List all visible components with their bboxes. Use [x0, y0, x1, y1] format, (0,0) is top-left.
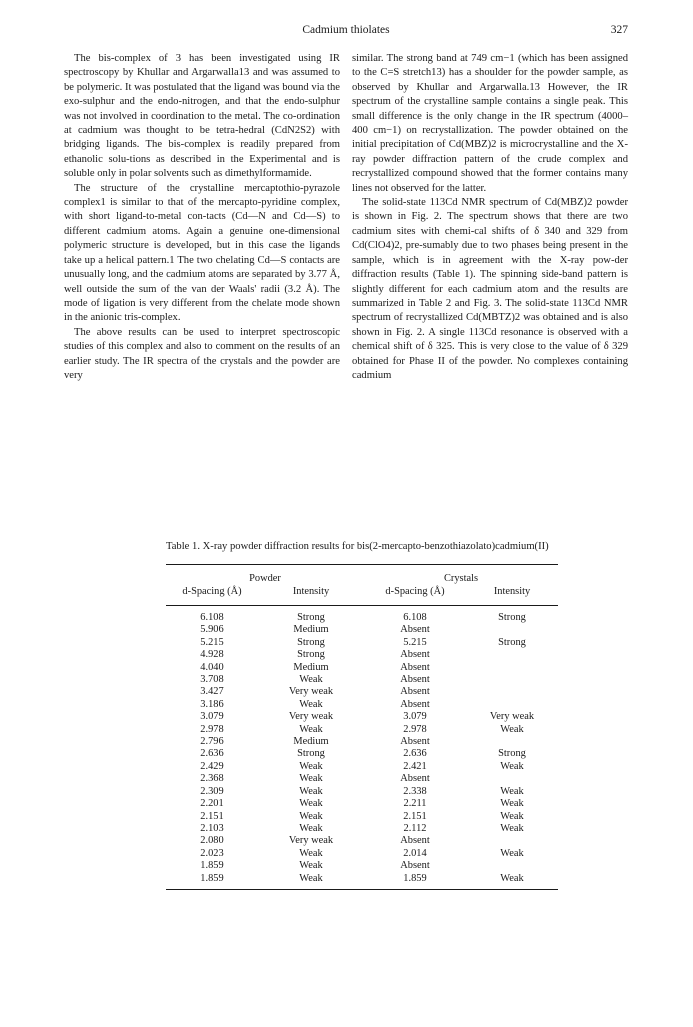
table-cell: Weak: [500, 798, 524, 810]
left-column: [64, 52, 340, 502]
table-row: [166, 786, 558, 798]
table-cell: 1.859: [364, 873, 466, 890]
table-cell: Absent: [400, 686, 430, 698]
table-row: [166, 711, 558, 723]
table-cell: Weak: [500, 723, 524, 735]
table-row: [166, 699, 558, 711]
table-cell: Strong: [297, 748, 325, 760]
table-cell: Weak: [299, 723, 323, 735]
table-cell: Absent: [400, 661, 430, 673]
table-cell: 5.906: [200, 624, 224, 636]
table-cell: 2.368: [200, 773, 224, 785]
table-cell: Weak: [299, 674, 323, 686]
column-header: Intensity: [258, 585, 364, 606]
table-cell: Strong: [297, 612, 325, 623]
table-row: [166, 848, 558, 860]
table-cell: [466, 699, 558, 711]
table-cell: 2.338: [403, 785, 427, 797]
table-row: [166, 835, 558, 847]
table-cell: Very weak: [489, 711, 535, 723]
table-cell: Strong: [297, 636, 325, 648]
table-cell: 3.186: [200, 698, 224, 710]
running-head: [64, 24, 628, 44]
table-caption: [166, 540, 558, 554]
table-row: [166, 662, 558, 674]
running-title: Cadmium thiolates: [302, 24, 390, 36]
table-cell: [466, 662, 558, 674]
table-cell: 6.108: [200, 612, 224, 623]
paragraph: The solid-state 113Cd NMR spectrum of Cd(MBZ)2 powder is shown in Fig. 2. The spectrum shows that there are two cadmium sites with chemi-cal shifts of δ 340 and 329 from Cd(ClO4)2, pre-sumably due to two phases being present in the sample, which is in agreement with the X-ray pow-der diffraction results (Table 1). The spinning side-band pattern is slightly different for each cadmium atom and the results are summarized in Table 2 and Fig. 3. The solid-state 113Cd NMR spectrum of recrystallized Cd(MBTZ)2 was obtained and is also shown in Fig. 2. A single 113Cd resonance is observed with a chemical shift of δ 325. This is very close to the value of δ 329 obtained for Phase II of the powder. No complexes containing cadmium: [352, 197, 628, 381]
table-cell: 6.108: [403, 612, 427, 623]
table-row: [166, 761, 558, 773]
table-cell: Medium: [293, 624, 329, 636]
table-row: [166, 674, 558, 686]
table-caption-text: X-ray powder diffraction results for bis(2-mercapto-benzothiazolato)cadmium(II): [202, 541, 549, 552]
table-cell: 2.151: [200, 810, 224, 822]
table-cell: 2.796: [200, 736, 224, 748]
table-cell: [466, 835, 558, 847]
table-cell: [466, 736, 558, 748]
table-cell: 2.978: [403, 723, 427, 735]
table-cell: [466, 686, 558, 698]
table-cell: Strong: [498, 636, 526, 648]
table-row: [166, 724, 558, 736]
table-cell: 2.103: [200, 822, 224, 834]
table-cell: 3.079: [200, 711, 224, 723]
table-1: [166, 540, 558, 890]
table-cell: Weak: [299, 822, 323, 834]
table-cell: Weak: [500, 760, 524, 772]
table-cell: 1.859: [200, 860, 224, 872]
column-header: d-Spacing (Å): [166, 585, 258, 606]
table-cell: 2.978: [200, 723, 224, 735]
table-cell: Weak: [299, 785, 323, 797]
table-cell: Weak: [299, 773, 323, 785]
table-cell: 2.201: [200, 798, 224, 810]
table-cell: Strong: [297, 649, 325, 661]
table-cell: Absent: [400, 736, 430, 748]
table-body: [166, 606, 558, 890]
table-cell: Very weak: [288, 686, 334, 698]
table-cell: 2.309: [200, 785, 224, 797]
table-cell: 2.014: [403, 847, 427, 859]
table-row: [166, 811, 558, 823]
table-cell: [466, 624, 558, 636]
table-cell: 2.023: [200, 847, 224, 859]
table-cell: [466, 649, 558, 661]
table-row: [166, 773, 558, 785]
table-cell: Weak: [466, 873, 558, 890]
table-row: [166, 736, 558, 748]
table-cell: Absent: [400, 860, 430, 872]
paragraph: The structure of the crystalline mercaptothio-pyrazole complex1 is similar to that of the mercapto-pyridine complex, with short ligand-to-metal con-tacts (Cd—N and Cd—S) to different cadmium atoms. Again a genuine one-dimensional polymeric structure is developed, but in this case the ligands take up a helical pattern.1 The two chelating Cd—S contacts are unusually long, and the cadmium atoms are separated by 3.77 Å, well outside the sum of the van der Waals' radii (3.2 Å). The mode of ligation is very different from the chelate mode shown in the anionic tris-complex.: [64, 182, 340, 324]
table-cell: 4.040: [200, 661, 224, 673]
table-cell: Weak: [299, 760, 323, 772]
table-cell: Weak: [258, 873, 364, 890]
table-row: [166, 748, 558, 760]
table-cell: 1.859: [166, 873, 258, 890]
table-row: [166, 637, 558, 649]
table-row: [166, 798, 558, 810]
table-cell: Weak: [299, 810, 323, 822]
table-cell: Weak: [500, 810, 524, 822]
table-cell: 3.427: [200, 686, 224, 698]
table-cell: Very weak: [288, 835, 334, 847]
table-cell: Absent: [400, 835, 430, 847]
table-cell: Weak: [500, 822, 524, 834]
table-cell: Medium: [293, 661, 329, 673]
table-cell: Weak: [500, 785, 524, 797]
table-row: [166, 624, 558, 636]
table-cell: 2.112: [403, 822, 427, 834]
table-cell: 2.429: [200, 760, 224, 772]
table-cell: Weak: [299, 798, 323, 810]
table-cell: Absent: [400, 674, 430, 686]
table-caption-label: Table 1.: [166, 541, 200, 552]
table-cell: 4.928: [200, 649, 224, 661]
table-cell: [466, 860, 558, 872]
table-cell: [466, 674, 558, 686]
table-cell: 3.079: [403, 711, 427, 723]
table-cell: Weak: [299, 847, 323, 859]
table-cell: Absent: [400, 773, 430, 785]
table-cell: Weak: [299, 698, 323, 710]
table-cell: 2.080: [200, 835, 224, 847]
table-cell: 3.708: [200, 674, 224, 686]
table-row: [166, 686, 558, 698]
table-cell: Very weak: [288, 711, 334, 723]
table-cell: 2.211: [403, 798, 427, 810]
table-cell: Absent: [400, 698, 430, 710]
table-row: [166, 606, 558, 625]
table-cell: 2.151: [403, 810, 427, 822]
table-cell: Strong: [498, 748, 526, 760]
table-cell: Weak: [500, 847, 524, 859]
table-cell: 2.636: [403, 748, 427, 760]
paragraph: similar. The strong band at 749 cm−1 (which has been assigned to the C=S stretch13) has a shoulder for the powder sample, as observed by Khullar and Argarwalla.13 However, the IR spectrum of the crystalline sample contains a single peak. This small difference is the only change in the IR spectrum (4000–400 cm−1) on recrystallization. The powder obtained on the initial precipitation of Cd(MBZ)2 is microcrystalline and the X-ray powder diffraction pattern of the crude complex and recrystallized compound showed that the former contains many lines not observed for the latter.: [352, 53, 628, 194]
group-header-crystals: Crystals: [364, 565, 558, 586]
right-column: [352, 52, 628, 502]
table-cell: Weak: [299, 860, 323, 872]
table-row: [166, 860, 558, 872]
table-cell: 2.636: [200, 748, 224, 760]
table-cell: Absent: [400, 649, 430, 661]
column-header: d-Spacing (Å): [364, 585, 466, 606]
table-cell: Medium: [293, 736, 329, 748]
table-cell: 2.421: [403, 760, 427, 772]
paragraph: The above results can be used to interpret spectroscopic studies of this complex and also to comment on the results of an earlier study. The IR spectra of the crystals and the powder are very: [64, 326, 340, 381]
table-cell: [466, 773, 558, 785]
body-columns: [64, 52, 628, 502]
table-cell: Strong: [498, 612, 526, 623]
diffraction-table: [166, 564, 558, 890]
table-row: [166, 873, 558, 890]
table-cell: Absent: [400, 624, 430, 636]
page-number: 327: [610, 24, 628, 36]
paragraph: The bis-complex of 3 has been investigated using IR spectroscopy by Khullar and Argarwalla13 and was assumed to be polymeric. It was postulated that the ligand was bound via the exo-sulphur and the endo-nitrogen, and that the endo-sulphur was not involved in coordination to the metal. The co-ordination at cadmium was thought to be tetra-hedral (CdN2S2) with bridging ligands. The bis-complex is readily prepared from ethanolic solu-tions as described in the Experimental and is soluble only in polar solvents such as dimethylformamide.: [64, 53, 340, 180]
table-row: [166, 823, 558, 835]
group-header-powder: Powder: [166, 565, 364, 586]
column-header: Intensity: [466, 585, 558, 606]
table-row: [166, 649, 558, 661]
table-cell: 5.215: [403, 636, 427, 648]
table-cell: 5.215: [200, 636, 224, 648]
